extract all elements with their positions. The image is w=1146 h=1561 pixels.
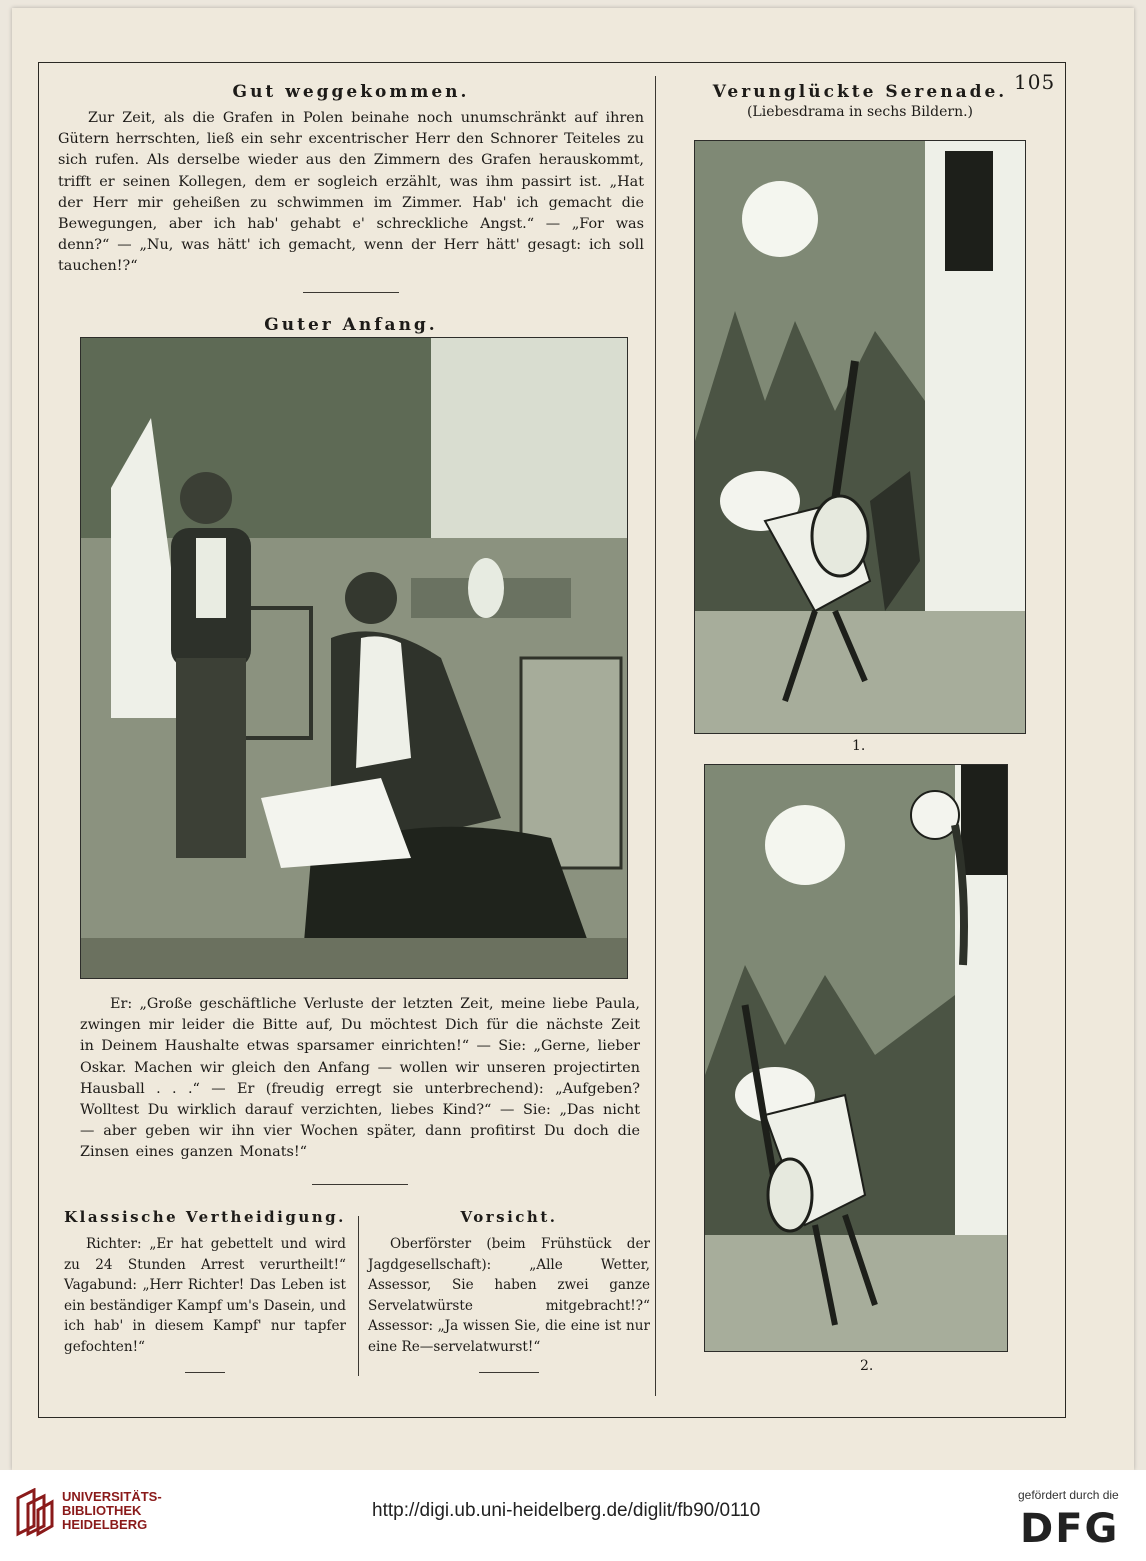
story-text-vorsicht: Oberförster (beim Frühstück der Jagdgesellschaft): „Alle Wetter, Assessor, Sie haben zwei ganze Servelatwürste mitgebracht!?“ Assessor: „Ja wissen Sie, die eine ist nur eine Re—servelatwurst!“ (368, 1236, 650, 1355)
story-text-guter-anfang: Er: „Große geschäftliche Verluste der letzten Zeit, meine liebe Paula, zwingen mir leider die Bitte auf, Du möchtest Dich für die nächste Zeit in Deinem Haushalte etwas sparsamer einrichten!“ — Sie: „Gerne, lieber Oskar. Machen wir gleich den Anfang — wollen wir unseren projectirten Hausball . . .“ — Er (freudig erregt sie unterbrechend): „Aufgeben? Wolltest Du wirklich darauf verzichten, liebes Kind?“ — Sie: „Das nicht — aber geben wir ihn vier Wochen später, dann profitirst Du doch die Zinsen eines ganzen Monats!“ (80, 996, 640, 1161)
story-title-vorsicht: Vorsicht. (460, 1208, 558, 1226)
dfg-logo: DFG (1020, 1506, 1120, 1552)
right-column (680, 72, 1040, 120)
column-vorsicht (368, 1208, 650, 1373)
library-line-3: HEIDELBERG (62, 1517, 148, 1532)
library-logo-icon (14, 1488, 56, 1543)
page-number: 105 (1014, 70, 1056, 94)
serenade-title: Verunglückte Serenade. (712, 82, 1008, 102)
illustration-serenade-2 (704, 764, 1008, 1352)
story-title-guter-anfang: Guter Anfang. (264, 314, 438, 335)
library-name (62, 1490, 162, 1532)
source-url-link[interactable]: http://digi.ub.uni-heidelberg.de/diglit/fb90/0110 (372, 1500, 761, 1521)
section-rule-2 (312, 1184, 408, 1185)
small-column-divider (358, 1216, 359, 1376)
funded-by-label: gefördert durch die (1018, 1488, 1119, 1502)
section-rule (303, 292, 399, 293)
left-column (58, 72, 644, 335)
section-rule-3 (185, 1372, 225, 1373)
story-text-container (80, 994, 640, 1185)
column-klassische (64, 1208, 346, 1373)
column-divider (655, 76, 656, 1396)
story-text-klassische-vertheidigung: Richter: „Er hat gebettelt und wird zu 24 Stunden Arrest verurtheilt!“ Vagabund: „Herr Richter! Das Leben ist ein beständiger Kampf um's Dasein, und ich hab' in diesem Kampf' nur tapfer gefochten!“ (64, 1236, 346, 1355)
illustration-couple (80, 337, 628, 979)
footer (0, 1470, 1146, 1561)
section-rule-4 (479, 1372, 539, 1373)
story-text-gut-weggekommen: Zur Zeit, als die Grafen in Polen beinahe noch unumschränkt auf ihren Gütern herrschten, ließ ein sehr excentrischer Herr den Schnorer Teiteles zu sich rufen. Als derselbe wieder aus den Zimmern des Grafen herauskommt, trifft er seinen Kollegen, dem er sogleich erzählt, was ihm passirt ist. „Hat der Herr mir geheißen zu schwimmen im Zimmer. Hab' ich gemacht die Bewegungen, aber ich hab' gehabt e' schreckliche Angst.“ — „For was denn?“ — „Nu, was hätt' ich gemacht, wenn der Herr hätt' gesagt: ich soll tauchen!?“ (58, 110, 644, 275)
panel-caption-2: 2. (860, 1358, 874, 1374)
library-line-1: UNIVERSITÄTS- (62, 1489, 162, 1504)
panel-caption-1: 1. (852, 738, 866, 754)
illustration-serenade-1 (694, 140, 1026, 734)
serenade-subtitle: (Liebesdrama in sechs Bildern.) (746, 104, 974, 120)
story-title-gut-weggekommen: Gut weggekommen. (232, 82, 470, 102)
library-line-2: BIBLIOTHEK (62, 1503, 142, 1518)
story-title-klassische-vertheidigung: Klassische Vertheidigung. (64, 1208, 346, 1226)
